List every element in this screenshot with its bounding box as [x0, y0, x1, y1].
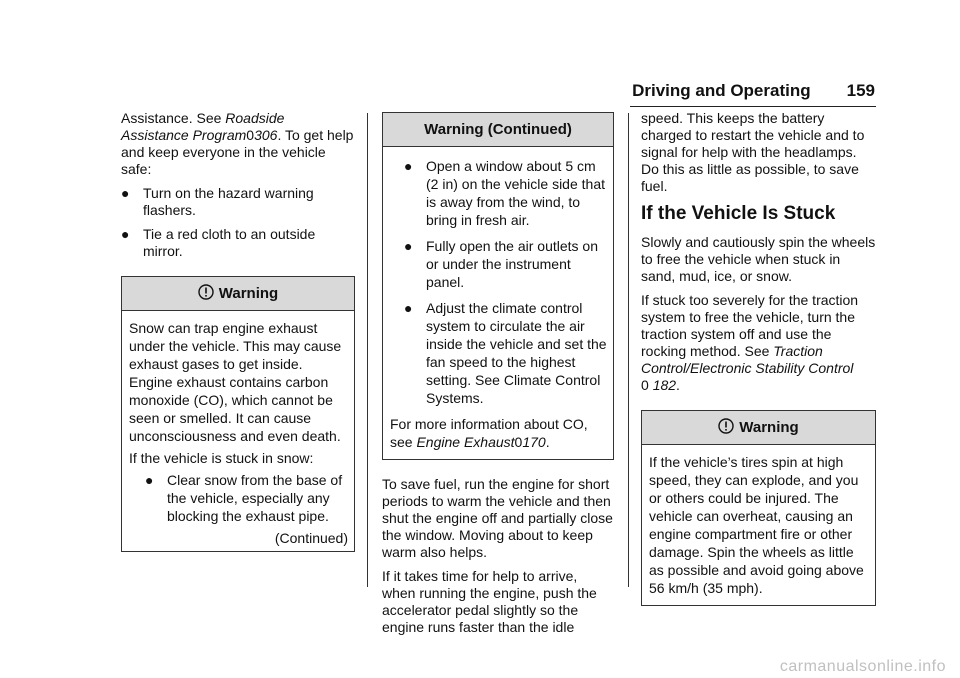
paragraph: If it takes time for help to arrive, when running the engine, push the accelerator pedal slightly so the engine runs faster than the idle — [382, 568, 597, 635]
page-ref-symbol: 0 — [246, 127, 255, 143]
list-item: ● Clear snow from the base of the vehicle, especially any blocking the exhaust pipe. — [145, 472, 343, 524]
page-ref[interactable]: 182 — [652, 377, 677, 393]
header-rule — [630, 106, 876, 107]
bullet-icon: ● — [404, 158, 413, 174]
bullet-icon: ● — [145, 472, 154, 488]
column-middle — [382, 112, 614, 643]
list-item: ● Open a window about 5 cm (2 in) on the vehicle side that is away from the wind, to bring in fresh air. — [404, 158, 605, 228]
warning-title: Warning (Continued) — [424, 121, 572, 138]
warning-icon — [198, 284, 214, 304]
page-ref[interactable]: 306 — [254, 127, 278, 143]
bullet-icon: ● — [404, 238, 413, 254]
intro-paragraph: Assistance. See Roadside Assistance Program0306. To get help and keep everyone in the vehicle safe: — [121, 110, 354, 177]
column-left — [121, 110, 355, 552]
page-ref-symbol: 0 — [641, 377, 649, 393]
list-item: ● Turn on the hazard warning flashers. — [121, 185, 314, 218]
warning-body — [122, 311, 354, 551]
warning-header — [122, 277, 354, 311]
warning-body — [383, 147, 613, 459]
warning-box-continued — [382, 112, 614, 460]
warning-text: Snow can trap engine exhaust under the vehicle. This may cause exhaust gases to get inside. Engine exhaust contains carbon monoxide (CO), which cannot be seen or smelled. It can cause unconsciousness and even death. — [129, 320, 342, 444]
warning-text: If the vehicle’s tires spin at high speed, they can explode, and you or others could be injured. The vehicle can overheat, causing an engine compartment fire or other damage. Spin the wheels as little as possible and avoid going above 56 km/h (35 mph). — [649, 454, 864, 596]
warning-body — [642, 445, 875, 605]
column-divider — [367, 113, 368, 587]
warning-box — [121, 276, 355, 552]
list-item: ● Fully open the air outlets on or under the instrument panel. — [404, 238, 598, 290]
watermark: carmanualsonline.info — [779, 658, 946, 675]
traction-control-link[interactable]: Traction Control/Electronic Stability Control — [641, 343, 854, 376]
warning-title: Warning — [218, 285, 279, 302]
paragraph: Slowly and cautiously spin the wheels to free the vehicle when stuck in sand, mud, ice, or snow. — [641, 234, 876, 284]
warning-header — [642, 411, 875, 445]
continued-label: (Continued) — [274, 530, 348, 546]
warning-title: Warning — [739, 419, 799, 436]
bullet-icon: ● — [121, 226, 130, 242]
bullet-icon: ● — [121, 185, 130, 201]
paragraph: To save fuel, run the engine for short periods to warm the vehicle and then shut the engine off and partially close the window. Moving about to keep warm also helps. — [382, 476, 613, 560]
roadside-assistance-link[interactable]: Roadside Assistance Program — [121, 110, 285, 143]
paragraph: speed. This keeps the battery charged to restart the vehicle and to signal for help with the headlamps. Do this as little as possible, to save fuel. — [641, 110, 865, 194]
list-item: ● Adjust the climate control system to circulate the air inside the vehicle and set the fan speed to the highest setting. See Climate Control Systems. — [404, 300, 607, 406]
warning-lead: If the vehicle is stuck in snow: — [129, 450, 314, 466]
engine-exhaust-link[interactable]: Engine Exhaust — [416, 434, 515, 450]
page-ref-symbol: 0 — [514, 434, 523, 450]
warning-box — [641, 410, 876, 606]
page-ref[interactable]: 170 — [522, 434, 546, 450]
section-heading: If the Vehicle Is Stuck — [641, 203, 836, 224]
section-title: Driving and Operating — [632, 81, 811, 100]
paragraph: If stuck too severely for the traction system to free the vehicle, turn the traction system off and use the rocking method. See Traction Control/Electronic Stability Control 0 182. — [641, 292, 859, 393]
page-number: 159 — [846, 81, 875, 100]
list-item: ● Tie a red cloth to an outside mirror. — [121, 226, 316, 259]
warning-header — [383, 113, 613, 147]
warning-icon — [718, 418, 734, 438]
more-info: For more information about CO, see Engine Exhaust0170. — [390, 416, 588, 450]
page-header — [632, 82, 875, 99]
column-divider — [628, 113, 629, 587]
column-right — [641, 110, 876, 606]
bullet-icon: ● — [404, 300, 413, 316]
